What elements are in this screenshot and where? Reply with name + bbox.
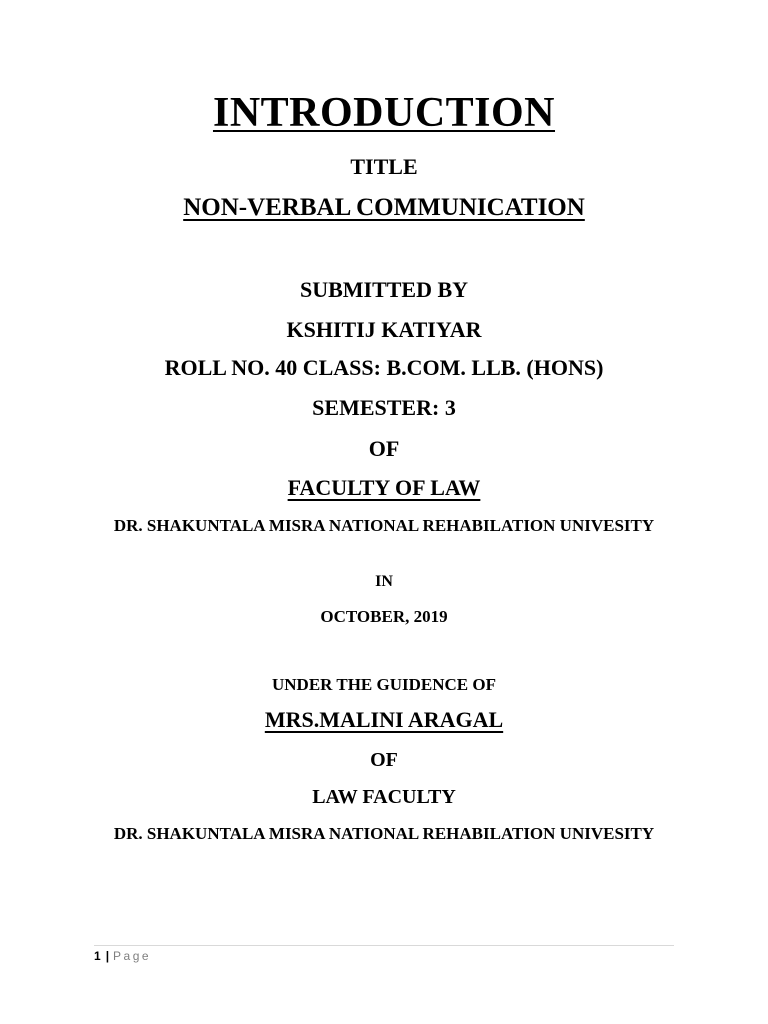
page-label: Page xyxy=(113,949,152,963)
in-text: IN xyxy=(375,573,393,590)
student-name: KSHITIJ KATIYAR xyxy=(286,317,482,342)
footer-separator: | xyxy=(105,949,110,963)
guide-university-name: DR. SHAKUNTALA MISRA NATIONAL REHABILATION UNIVESITY xyxy=(113,824,655,843)
of-text: OF xyxy=(368,436,400,461)
of-text: OF xyxy=(370,749,398,771)
footer-divider xyxy=(94,945,674,946)
document-title: NON-VERBAL COMMUNICATION xyxy=(183,194,585,221)
page-heading: INTRODUCTION xyxy=(212,90,556,136)
submitted-by-label: SUBMITTED BY xyxy=(299,277,469,302)
semester-line: SEMESTER: 3 xyxy=(312,395,456,420)
guide-faculty: LAW FACULTY xyxy=(312,786,456,808)
title-label: TITLE xyxy=(350,154,418,179)
page-number: 1 xyxy=(94,949,101,963)
submission-date: OCTOBER, 2019 xyxy=(320,607,448,626)
page-footer xyxy=(94,949,151,963)
roll-class-line: ROLL NO. 40 CLASS: B.COM. LLB. (HONS) xyxy=(164,355,604,380)
guide-name: MRS.MALINI ARAGAL xyxy=(264,707,504,732)
university-name: DR. SHAKUNTALA MISRA NATIONAL REHABILATION UNIVESITY xyxy=(113,516,655,535)
faculty-name: FACULTY OF LAW xyxy=(287,475,481,500)
guidance-label: UNDER THE GUIDENCE OF xyxy=(271,675,497,694)
